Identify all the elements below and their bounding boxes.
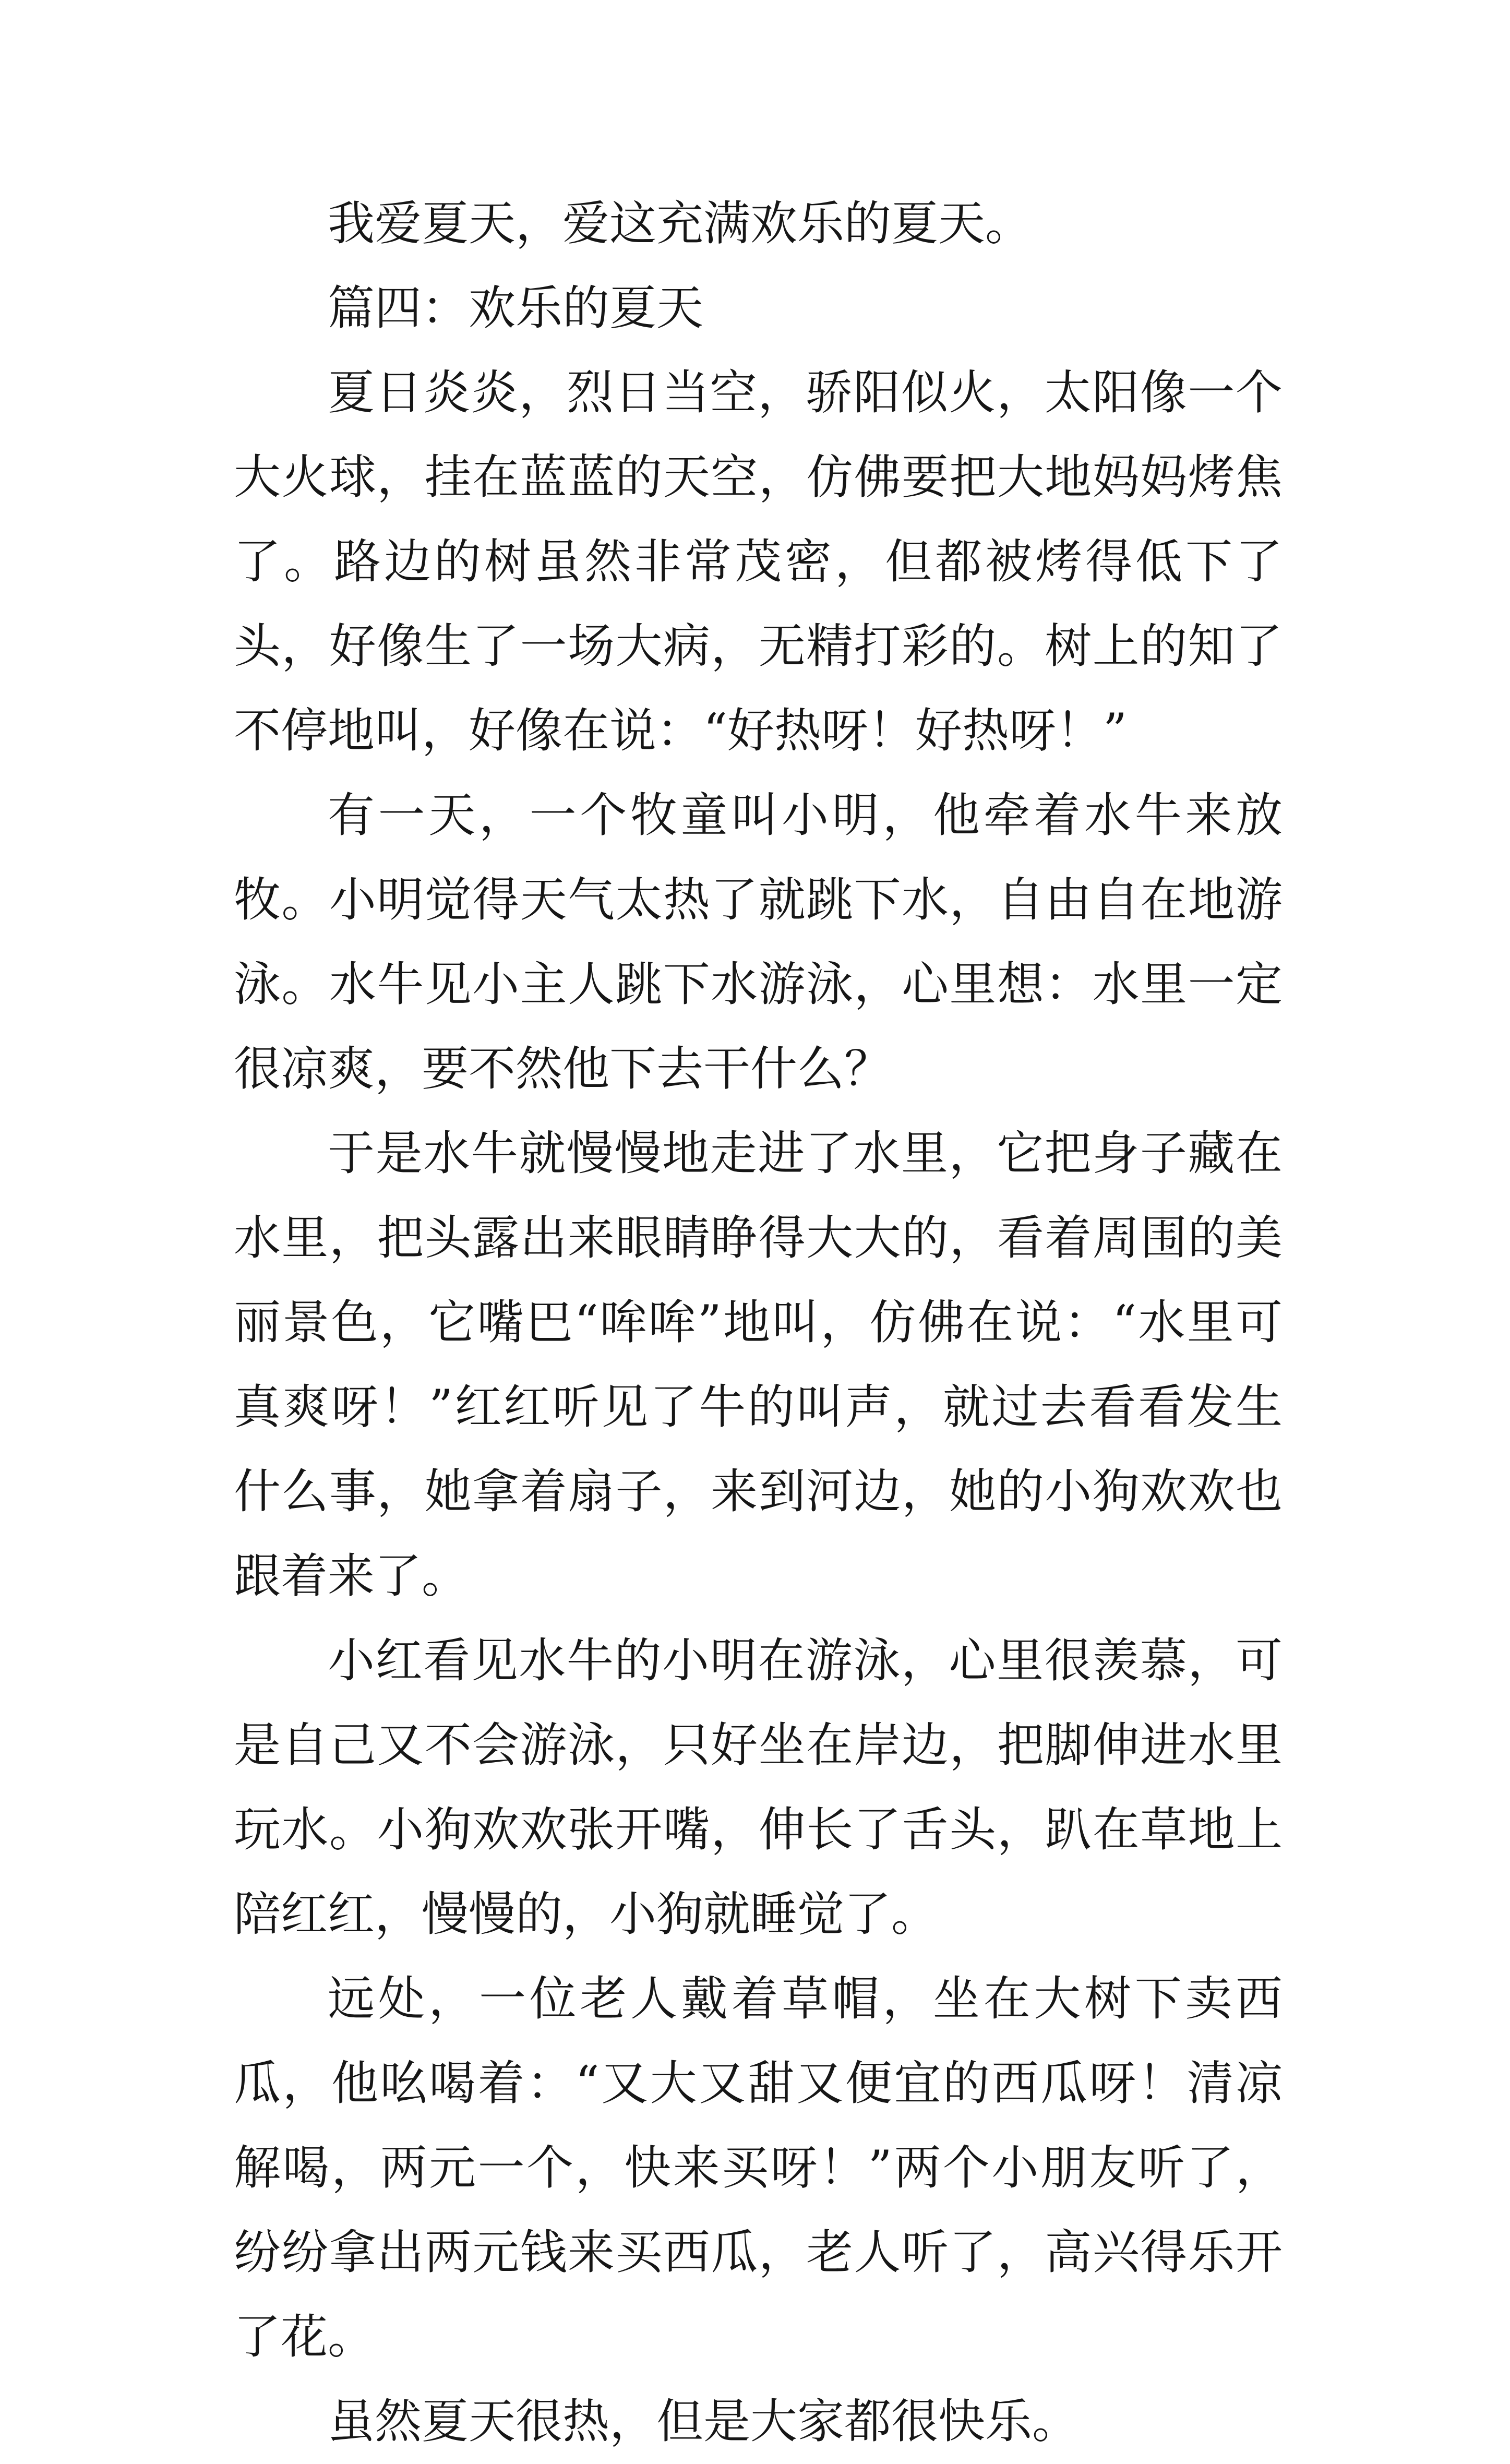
paragraph-5: 远处，一位老人戴着草帽，坐在大树下卖西瓜，他吆喝着：“又大又甜又便宜的西瓜呀！清凉解喝，两元一个，快来买呀！”两个小朋友听了，纷纷拿出两元钱来买西瓜，老人听了，高兴得乐开了花。 (234, 1971, 1283, 2364)
section-heading: 篇四：欢乐的夏天 (328, 281, 703, 336)
paragraph-4: 小红看见水牛的小明在游泳，心里很羡慕，可是自己又不会游泳，只好坐在岸边，把脚伸进水里玩水。小狗欢欢张开嘴，伸长了舌头，趴在草地上陪红红，慢慢的，小狗就睡觉了。 (234, 1633, 1283, 1942)
document-body (234, 182, 1283, 2464)
paragraph-1: 夏日炎炎，烈日当空，骄阳似火，太阳像一个大火球，挂在蓝蓝的天空，仿佛要把大地妈妈烤焦了。路边的树虽然非常茂密，但都被烤得低下了头，好像生了一场大病，无精打彩的。树上的知了不停地叫，好像在说：“好热呀！好热呀！” (234, 365, 1283, 758)
paragraph-3: 于是水牛就慢慢地走进了水里，它把身子藏在水里，把头露出来眼睛睁得大大的，看着周围的美丽景色，它嘴巴“哞哞”地叫，仿佛在说：“水里可真爽呀！”红红听见了牛的叫声，就过去看看发生什么事，她拿着扇子，来到河边，她的小狗欢欢也跟着来了。 (234, 1126, 1283, 1604)
closing-paragraph: 虽然夏天很热，但是大家都很快乐。 (328, 2394, 1079, 2449)
paragraph-2: 有一天，一个牧童叫小明，他牵着水牛来放牧。小明觉得天气太热了就跳下水，自由自在地游泳。水牛见小主人跳下水游泳，心里想：水里一定很凉爽，要不然他下去干什么？ (234, 788, 1283, 1096)
intro-paragraph: 我爱夏天，爱这充满欢乐的夏天。 (328, 196, 1032, 251)
